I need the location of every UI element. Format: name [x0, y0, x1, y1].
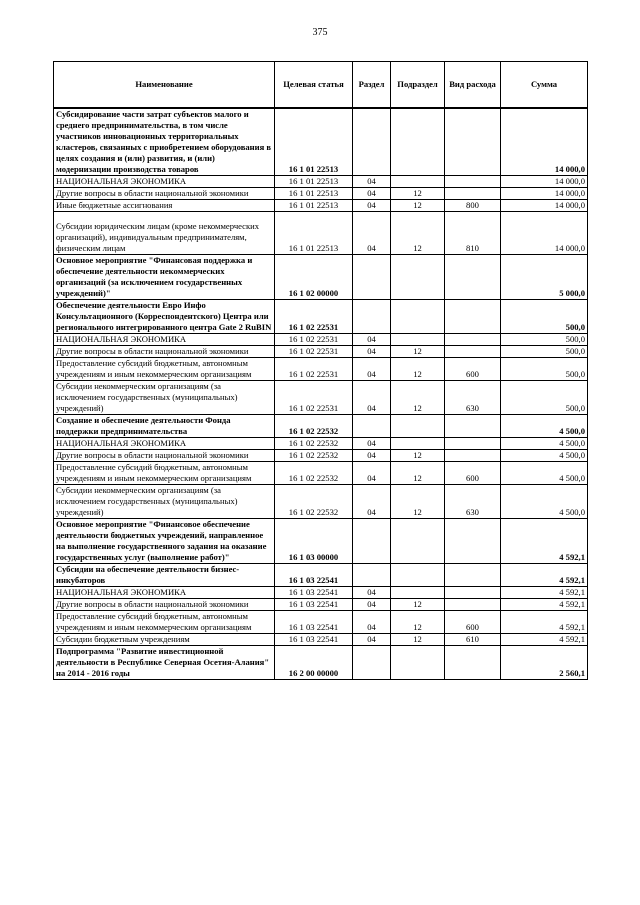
cell-target: 16 1 02 22531: [275, 381, 353, 415]
cell-expense-type: [445, 438, 501, 450]
cell-target: 16 1 02 22531: [275, 300, 353, 334]
cell-expense-type: 600: [445, 358, 501, 381]
cell-subsection: [391, 300, 445, 334]
table-row: [54, 438, 588, 450]
cell-subsection: [391, 176, 445, 188]
cell-subsection: 12: [391, 381, 445, 415]
cell-name: Иные бюджетные ассигнования: [54, 200, 275, 212]
header-subsection: Подраздел: [391, 62, 445, 109]
cell-target: 16 1 02 22531: [275, 346, 353, 358]
table-row: [54, 212, 588, 255]
cell-sum: 4 500,0: [501, 438, 588, 450]
cell-sum: 4 592,1: [501, 611, 588, 634]
cell-section: [353, 519, 391, 564]
cell-expense-type: 610: [445, 634, 501, 646]
cell-sum: 500,0: [501, 358, 588, 381]
cell-expense-type: 630: [445, 381, 501, 415]
cell-expense-type: [445, 255, 501, 300]
cell-sum: 5 000,0: [501, 255, 588, 300]
cell-target: 16 1 02 22531: [275, 358, 353, 381]
table-row: [54, 450, 588, 462]
cell-name: Субсидии некоммерческим организациям (за исключением государственных (муниципальных) учреждений): [54, 381, 275, 415]
header-expense-type: Вид расхода: [445, 62, 501, 109]
cell-subsection: [391, 564, 445, 587]
cell-section: 04: [353, 438, 391, 450]
cell-section: [353, 108, 391, 176]
table-row: [54, 346, 588, 358]
cell-name: Субсидии юридическим лицам (кроме некоммерческих организаций), индивидуальным предпринимателям, физическим лицам: [54, 212, 275, 255]
cell-target: 16 1 02 22531: [275, 334, 353, 346]
cell-sum: 500,0: [501, 346, 588, 358]
cell-target: 16 1 01 22513: [275, 200, 353, 212]
cell-target: 16 1 01 22513: [275, 188, 353, 200]
cell-target: 16 1 02 00000: [275, 255, 353, 300]
cell-expense-type: 600: [445, 611, 501, 634]
cell-name: Предоставление субсидий бюджетным, автономным учреждениям и иным некоммерческим организациям: [54, 611, 275, 634]
cell-sum: 4 500,0: [501, 485, 588, 519]
cell-target: 16 1 03 22541: [275, 599, 353, 611]
cell-target: 16 1 03 22541: [275, 564, 353, 587]
cell-expense-type: [445, 564, 501, 587]
table-body: [54, 108, 588, 680]
cell-subsection: 12: [391, 634, 445, 646]
cell-sum: 4 592,1: [501, 564, 588, 587]
cell-sum: 500,0: [501, 300, 588, 334]
table-row: [54, 485, 588, 519]
cell-subsection: [391, 415, 445, 438]
cell-subsection: [391, 587, 445, 599]
table-row: [54, 176, 588, 188]
header-sum: Сумма: [501, 62, 588, 109]
cell-expense-type: [445, 188, 501, 200]
cell-subsection: 12: [391, 450, 445, 462]
table-row: [54, 255, 588, 300]
cell-target: 16 1 03 22541: [275, 587, 353, 599]
cell-name: НАЦИОНАЛЬНАЯ ЭКОНОМИКА: [54, 176, 275, 188]
cell-subsection: [391, 519, 445, 564]
cell-section: 04: [353, 462, 391, 485]
cell-subsection: [391, 438, 445, 450]
cell-expense-type: [445, 599, 501, 611]
cell-sum: 4 500,0: [501, 462, 588, 485]
cell-subsection: [391, 108, 445, 176]
cell-expense-type: 800: [445, 200, 501, 212]
table-row: [54, 611, 588, 634]
cell-section: 04: [353, 200, 391, 212]
table-row: [54, 587, 588, 599]
cell-section: 04: [353, 450, 391, 462]
cell-name: Основное мероприятие "Финансовая поддержка и обеспечение деятельности некоммерческих организаций (за исключением государственных учреждений)": [54, 255, 275, 300]
cell-section: 04: [353, 587, 391, 599]
cell-expense-type: [445, 334, 501, 346]
table-row: [54, 599, 588, 611]
cell-section: [353, 300, 391, 334]
cell-sum: 4 592,1: [501, 634, 588, 646]
budget-table: [53, 61, 588, 680]
table-header-row: [54, 62, 588, 109]
table-row: [54, 108, 588, 176]
cell-expense-type: [445, 519, 501, 564]
cell-target: 16 1 03 00000: [275, 519, 353, 564]
cell-section: [353, 646, 391, 680]
table-row: [54, 300, 588, 334]
cell-section: [353, 255, 391, 300]
cell-target: 16 1 02 22532: [275, 415, 353, 438]
cell-expense-type: [445, 646, 501, 680]
cell-subsection: 12: [391, 188, 445, 200]
cell-sum: 4 592,1: [501, 587, 588, 599]
cell-name: НАЦИОНАЛЬНАЯ ЭКОНОМИКА: [54, 334, 275, 346]
cell-sum: 4 592,1: [501, 599, 588, 611]
cell-subsection: 12: [391, 212, 445, 255]
cell-sum: 4 500,0: [501, 415, 588, 438]
cell-name: Субсидирование части затрат субъектов малого и среднего предпринимательства, в том числе участников инновационных территориальных кластеров, связанных с приобретением оборудования в целях создания и (или) развития, и (или) модернизации производства товаров: [54, 108, 275, 176]
cell-section: 04: [353, 212, 391, 255]
cell-section: 04: [353, 381, 391, 415]
cell-expense-type: 630: [445, 485, 501, 519]
cell-sum: 14 000,0: [501, 176, 588, 188]
cell-section: 04: [353, 599, 391, 611]
cell-target: 16 1 02 22532: [275, 462, 353, 485]
cell-subsection: [391, 646, 445, 680]
cell-name: Субсидии некоммерческим организациям (за исключением государственных (муниципальных) учреждений): [54, 485, 275, 519]
cell-subsection: 12: [391, 462, 445, 485]
cell-sum: 14 000,0: [501, 200, 588, 212]
cell-target: 16 1 01 22513: [275, 176, 353, 188]
table-row: [54, 415, 588, 438]
cell-expense-type: [445, 346, 501, 358]
table-row: [54, 519, 588, 564]
cell-section: 04: [353, 358, 391, 381]
cell-section: 04: [353, 188, 391, 200]
cell-name: Предоставление субсидий бюджетным, автономным учреждениям и иным некоммерческим организациям: [54, 358, 275, 381]
cell-sum: 2 560,1: [501, 646, 588, 680]
cell-target: 16 1 02 22532: [275, 450, 353, 462]
cell-sum: 14 000,0: [501, 212, 588, 255]
cell-subsection: 12: [391, 611, 445, 634]
table-row: [54, 188, 588, 200]
table-row: [54, 634, 588, 646]
cell-name: НАЦИОНАЛЬНАЯ ЭКОНОМИКА: [54, 587, 275, 599]
cell-subsection: [391, 255, 445, 300]
cell-target: 16 1 02 22532: [275, 485, 353, 519]
table-row: [54, 358, 588, 381]
cell-subsection: 12: [391, 358, 445, 381]
cell-section: 04: [353, 611, 391, 634]
cell-name: Другие вопросы в области национальной экономики: [54, 599, 275, 611]
cell-name: Обеспечение деятельности Евро Инфо Консультационного (Корреспондентского) Центра или регионального интегрированного центра Gate 2 RuBIN: [54, 300, 275, 334]
cell-section: 04: [353, 634, 391, 646]
table-row: [54, 200, 588, 212]
cell-target: 16 1 01 22513: [275, 108, 353, 176]
cell-sum: 500,0: [501, 381, 588, 415]
cell-subsection: 12: [391, 599, 445, 611]
cell-expense-type: [445, 300, 501, 334]
cell-name: Основное мероприятие "Финансовое обеспечение деятельности бюджетных учреждений, направленное на выполнение государственного задания на оказание государственных услуг (выполнение работ)": [54, 519, 275, 564]
cell-name: Другие вопросы в области национальной экономики: [54, 450, 275, 462]
cell-sum: 500,0: [501, 334, 588, 346]
cell-sum: 14 000,0: [501, 188, 588, 200]
header-name: Наименование: [54, 62, 275, 109]
cell-section: 04: [353, 485, 391, 519]
cell-name: Создание и обеспечение деятельности Фонда поддержки предпринимательства: [54, 415, 275, 438]
cell-expense-type: [445, 415, 501, 438]
cell-subsection: 12: [391, 485, 445, 519]
cell-expense-type: [445, 108, 501, 176]
header-section: Раздел: [353, 62, 391, 109]
cell-section: [353, 564, 391, 587]
cell-name: Субсидии на обеспечение деятельности бизнес-инкубаторов: [54, 564, 275, 587]
cell-target: 16 1 03 22541: [275, 611, 353, 634]
cell-name: Предоставление субсидий бюджетным, автономным учреждениям и иным некоммерческим организациям: [54, 462, 275, 485]
page-number: 375: [312, 27, 328, 38]
table-row: [54, 646, 588, 680]
cell-sum: 4 500,0: [501, 450, 588, 462]
cell-name: Субсидии бюджетным учреждениям: [54, 634, 275, 646]
cell-target: 16 1 03 22541: [275, 634, 353, 646]
cell-subsection: [391, 334, 445, 346]
cell-target: 16 1 01 22513: [275, 212, 353, 255]
table-row: [54, 334, 588, 346]
cell-section: 04: [353, 334, 391, 346]
cell-name: Подпрограмма "Развитие инвестиционной деятельности в Республике Северная Осетия-Алания" на 2014 - 2016 годы: [54, 646, 275, 680]
cell-section: 04: [353, 176, 391, 188]
table-row: [54, 462, 588, 485]
cell-expense-type: [445, 587, 501, 599]
cell-name: Другие вопросы в области национальной экономики: [54, 346, 275, 358]
cell-section: 04: [353, 346, 391, 358]
cell-sum: 4 592,1: [501, 519, 588, 564]
cell-expense-type: [445, 176, 501, 188]
cell-name: Другие вопросы в области национальной экономики: [54, 188, 275, 200]
cell-target: 16 2 00 00000: [275, 646, 353, 680]
cell-subsection: 12: [391, 346, 445, 358]
table-row: [54, 564, 588, 587]
cell-section: [353, 415, 391, 438]
cell-subsection: 12: [391, 200, 445, 212]
cell-name: НАЦИОНАЛЬНАЯ ЭКОНОМИКА: [54, 438, 275, 450]
cell-sum: 14 000,0: [501, 108, 588, 176]
header-target: Целевая статья: [275, 62, 353, 109]
cell-expense-type: 810: [445, 212, 501, 255]
table-row: [54, 381, 588, 415]
cell-expense-type: 600: [445, 462, 501, 485]
cell-target: 16 1 02 22532: [275, 438, 353, 450]
cell-expense-type: [445, 450, 501, 462]
